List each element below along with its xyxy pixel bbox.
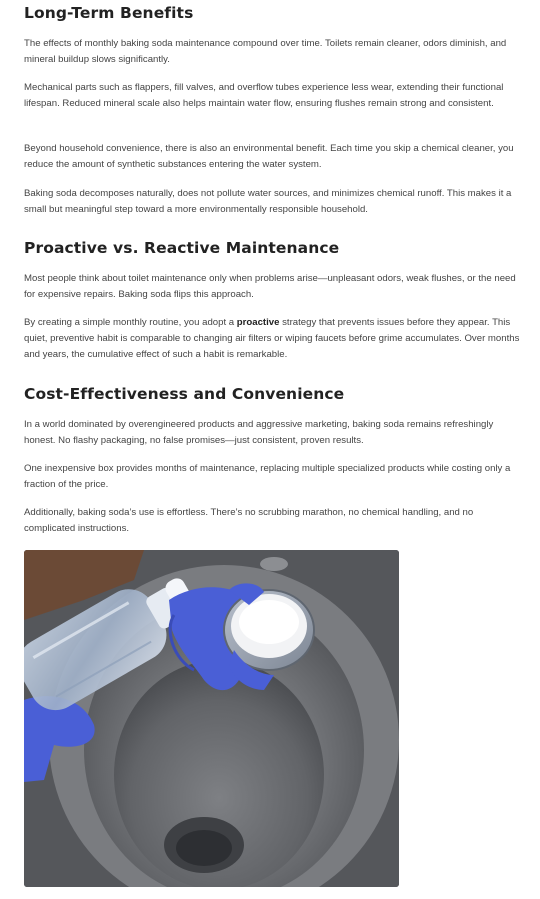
paragraph: Baking soda decomposes naturally, does not pollute water sources, and minimizes chemical runoff. This makes it a small but meaningful step toward a more environmentally responsible household. <box>24 188 512 215</box>
paragraph: Beyond household convenience, there is also an environmental benefit. Each time you skip a chemical cleaner, you reduce the amount of synthetic substances entering the water system. <box>24 143 514 170</box>
paragraph: Additionally, baking soda’s use is effortless. There’s no scrubbing marathon, no chemical handling, and no complicated instructions. <box>24 507 474 534</box>
section-heading-long-term-benefits: Long-Term Benefits <box>24 4 194 22</box>
section-heading-proactive-vs-reactive: Proactive vs. Reactive Maintenance <box>24 239 340 257</box>
routine-text-after: strategy that prevents issues before they appear. This quiet, preventive habit is comparable to changing air filters or wiping faucets before grime accumulates. Over months and years, the cumulative effect of such a habit is remarkable. <box>24 317 520 360</box>
paragraph: One inexpensive box provides months of maintenance, replacing multiple specialized products while costing only a fraction of the price. <box>24 463 511 490</box>
paragraph: In a world dominated by overengineered products and aggressive marketing, baking soda remains refreshingly honest. No flashy packaging, no false promises—just consistent, proven results. <box>24 419 494 446</box>
article-photo-baking-soda-toilet <box>24 550 399 887</box>
paragraph-proactive-routine <box>24 315 524 363</box>
emphasis-proactive: proactive <box>236 317 280 328</box>
paragraph: The effects of monthly baking soda maintenance compound over time. Toilets remain cleaner, odors diminish, and mineral buildup slows significantly. <box>24 38 507 65</box>
paragraph: Mechanical parts such as flappers, fill valves, and overflow tubes experience less wear, extending their functional lifespan. Reduced mineral scale also helps maintain water flow, ensuring flushes remain strong and consistent. <box>24 82 504 109</box>
paragraph: Most people think about toilet maintenance only when problems arise—unpleasant odors, weak flushes, or the need for expensive repairs. Baking soda flips this approach. <box>24 273 516 300</box>
section-heading-cost-effectiveness: Cost-Effectiveness and Convenience <box>24 385 345 403</box>
routine-text-before: By creating a simple monthly routine, you adopt a <box>24 317 237 328</box>
